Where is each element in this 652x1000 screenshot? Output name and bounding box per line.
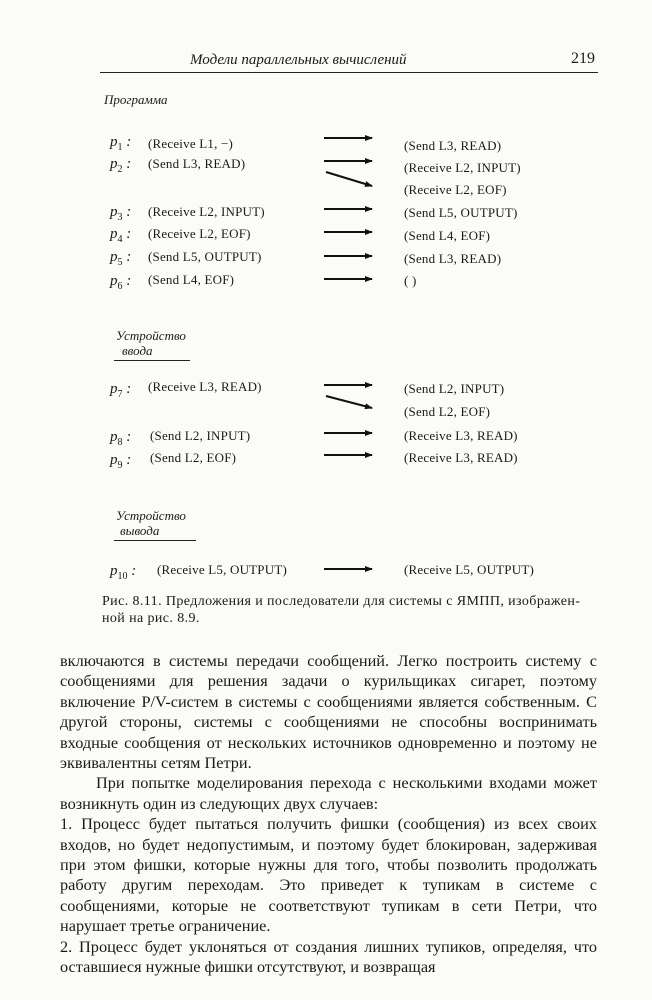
- successor-p6: ( ): [404, 273, 417, 288]
- sentence-left-p7: (Receive L3, READ): [148, 379, 262, 394]
- sentence-left-p5: (Send L5, OUTPUT): [148, 249, 262, 264]
- sentence-left-p9: (Send L2, EOF): [150, 450, 237, 465]
- row-label-p9: $p_9$ :: [110, 452, 132, 471]
- paragraph-3: 1. Процесс будет пытаться получить фишки (сообщения) из всех своих входов, но будет недопустимым, и поэтому будет блокирован, задерживая при этом фишки, которые нужны для того, чтобы позволить продолжать работу другим переходам. Это приведет к тупикам в системе с сообщениями, которые не соответствуют тупикам в сети Петри, что нарушает третье ограничение.: [60, 814, 597, 936]
- successor-p4: (Send L4, EOF): [404, 228, 491, 243]
- caption-line-2: ной на рис. 8.9.: [102, 611, 200, 626]
- sentence-left-p2: (Send L3, READ): [148, 156, 246, 171]
- paragraph-2: При попытке моделирования перехода с несколькими входами может возникнуть один из следующих двух случаев:: [60, 773, 597, 813]
- sentence-left-p6: (Send L4, EOF): [148, 272, 235, 287]
- successor-p7-b: (Send L2, EOF): [404, 404, 491, 419]
- successor-p2-b: (Receive L2, EOF): [404, 182, 507, 197]
- successor-p1: (Send L3, READ): [404, 138, 502, 153]
- caption-line-1: Рис. 8.11. Предложения и последователи для системы с ЯМПП, изображен-: [102, 594, 581, 609]
- sentence-left-p10: (Receive L5, OUTPUT): [157, 562, 287, 577]
- row-label-p5: $p_5$ :: [110, 249, 132, 268]
- section-title-output-line1: Устройство: [116, 508, 186, 523]
- row-label-p10: $p_{10}$ :: [110, 563, 137, 582]
- sentence-left-p4: (Receive L2, EOF): [148, 226, 251, 241]
- row-label-p3: $p_3$ :: [110, 204, 132, 223]
- sentence-left-p1: (Receive L1, −): [148, 136, 234, 151]
- successor-p7-a: (Send L2, INPUT): [404, 381, 505, 396]
- page-number: 219: [571, 50, 595, 67]
- row-label-p7: $p_7$ :: [110, 381, 132, 400]
- row-label-p6: $p_6$ :: [110, 273, 132, 292]
- section-title-input-line1: Устройство: [116, 328, 186, 343]
- sentence-left-p3: (Receive L2, INPUT): [148, 204, 265, 219]
- section-title-output-line2: вывода: [120, 523, 160, 538]
- successor-p9: (Receive L3, READ): [404, 450, 518, 465]
- section-title-program: Программа: [104, 92, 168, 107]
- body-text: [60, 651, 597, 978]
- paragraph-1: включаются в системы передачи сообщений. Легко построить систему с сообщениями для решения задачи о курильщиках сигарет, поэтому включение P/V-систем в системы с сообщениями является собственным. С другой стороны, системы с сообщениями не способны воспринимать входные сообщения от нескольких источников одновременно и поэтому не эквивалентны сетям Петри.: [60, 651, 597, 773]
- arrow-p2-b: [326, 172, 372, 186]
- successor-p10: (Receive L5, OUTPUT): [404, 562, 534, 577]
- successor-p2-a: (Receive L2, INPUT): [404, 160, 521, 175]
- successor-p5: (Send L3, READ): [404, 251, 502, 266]
- running-header-title: Модели параллельных вычислений: [190, 52, 407, 68]
- sentence-left-p8: (Send L2, INPUT): [150, 428, 251, 443]
- row-label-p8: $p_8$ :: [110, 429, 132, 448]
- row-label-p4: $p_4$ :: [110, 226, 132, 245]
- successor-p8: (Receive L3, READ): [404, 428, 518, 443]
- arrow-p7-b: [326, 396, 372, 408]
- figure-caption: [102, 593, 580, 627]
- row-label-p2: $p_2$ :: [110, 156, 132, 175]
- successor-p3: (Send L5, OUTPUT): [404, 205, 518, 220]
- section-title-input-line2: ввода: [122, 343, 153, 358]
- paragraph-4: 2. Процесс будет уклоняться от создания лишних тупиков, определяя, что оставшиеся нужные фишки отсутствуют, и возвращая: [60, 936, 597, 977]
- row-label-p1: $p_1$ :: [110, 134, 132, 153]
